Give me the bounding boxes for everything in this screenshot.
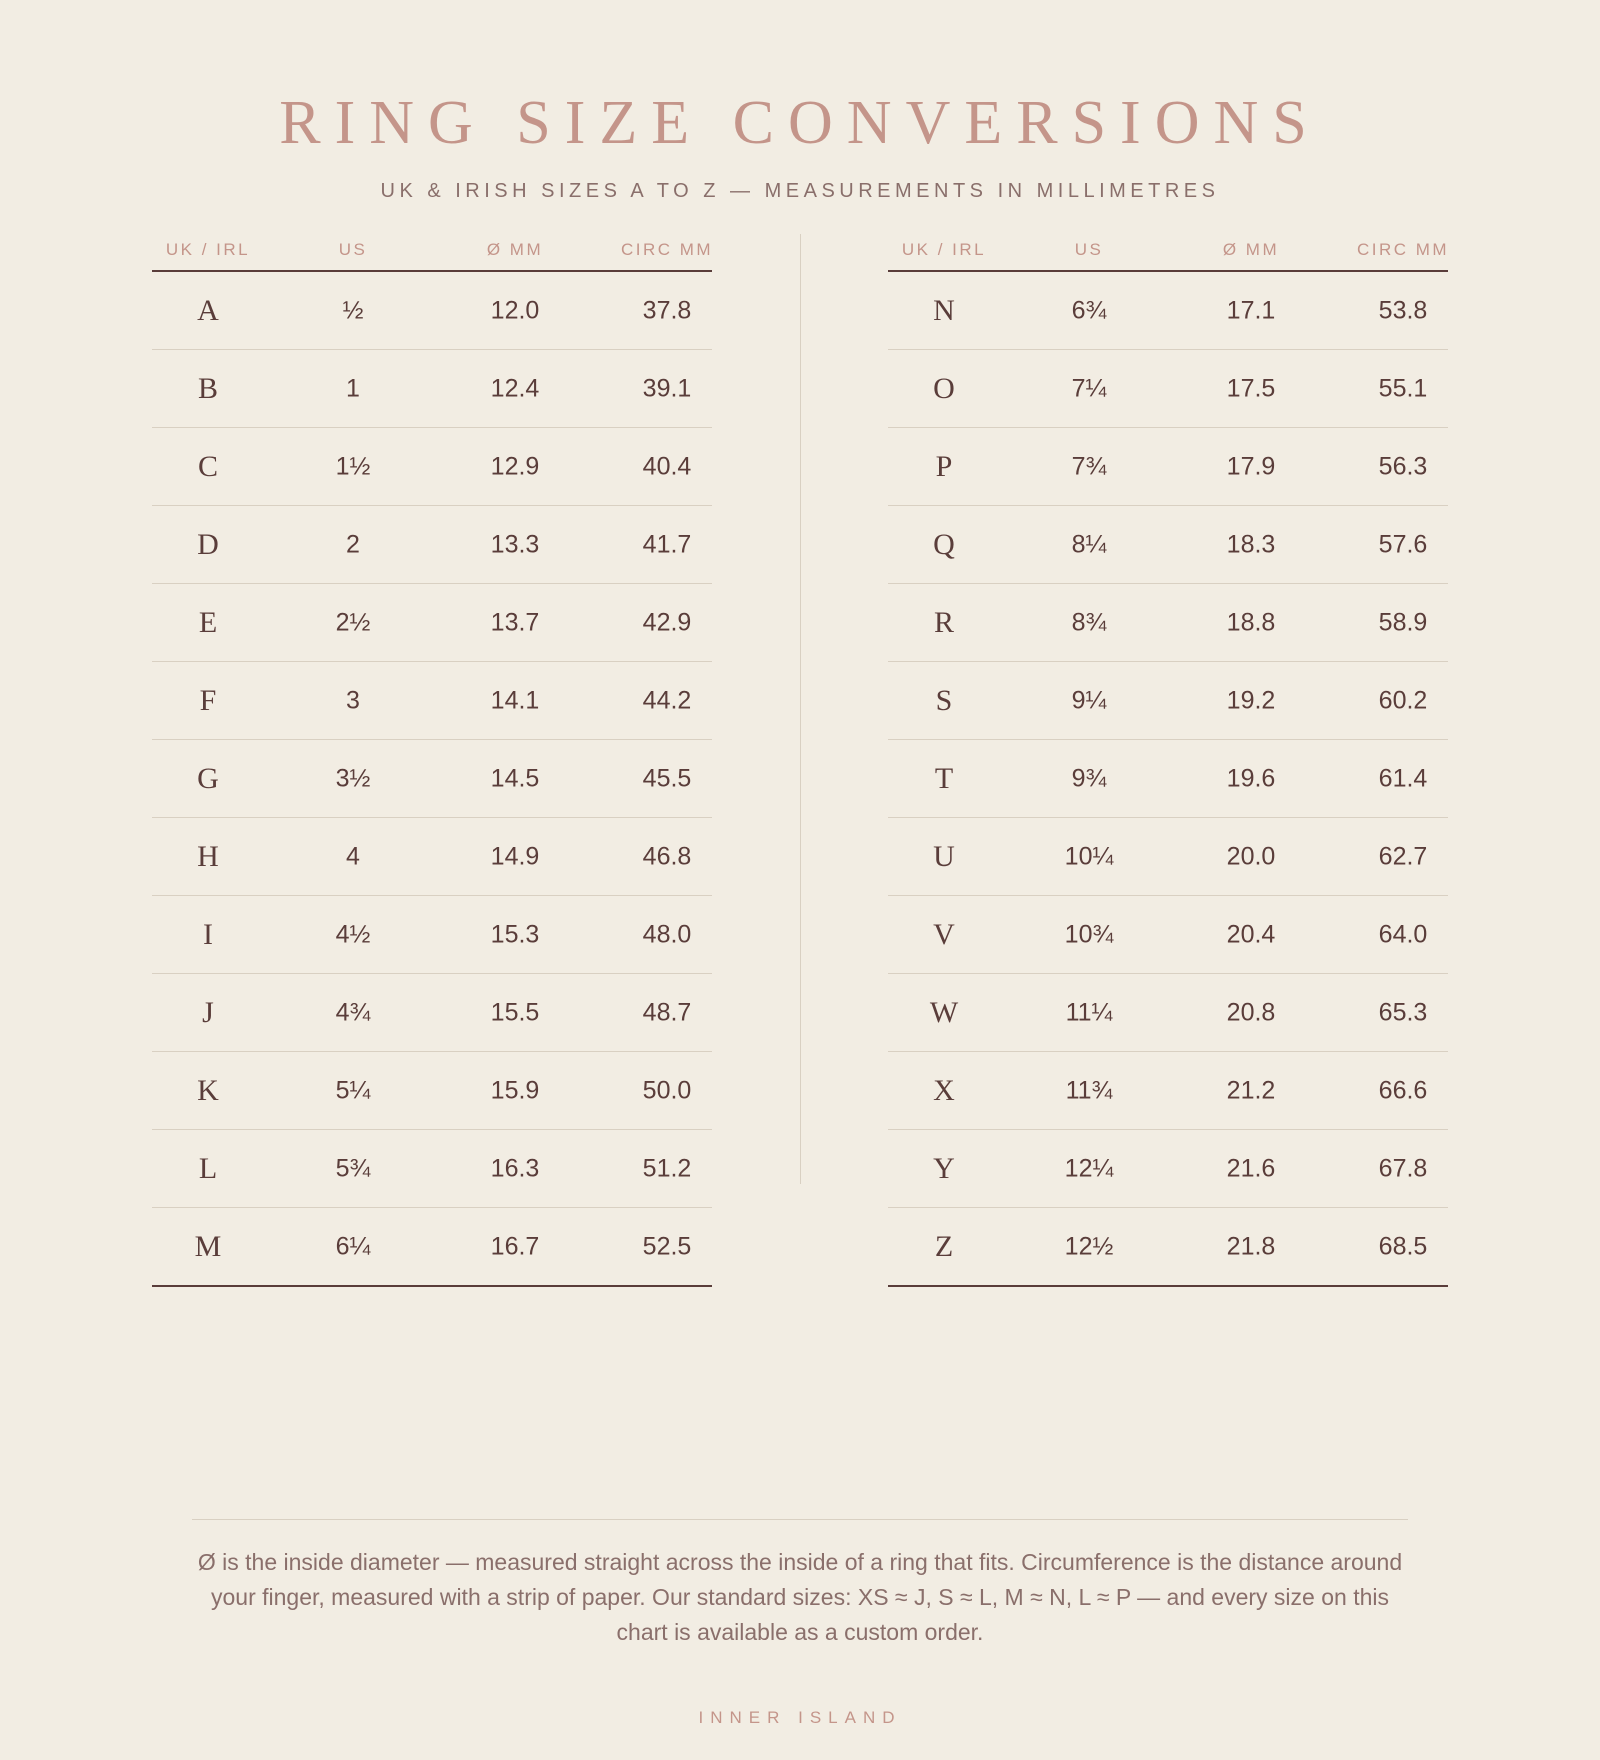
- circumference-cell: 39.1: [642, 374, 692, 402]
- diameter-cell: 13.7: [490, 608, 540, 636]
- circumference-cell: 64.0: [1378, 920, 1428, 948]
- diameter-cell: 17.1: [1226, 296, 1276, 324]
- diameter-cell: 14.5: [490, 764, 540, 792]
- table-header: [152, 240, 712, 272]
- table-row: [888, 1052, 1448, 1130]
- circumference-cell: 67.8: [1378, 1154, 1428, 1182]
- diameter-cell: 18.8: [1226, 608, 1276, 636]
- uk-size-cell: S: [935, 683, 953, 717]
- circumference-cell: 62.7: [1378, 842, 1428, 870]
- uk-size-cell: X: [933, 1073, 955, 1107]
- diameter-cell: 12.9: [490, 452, 540, 480]
- us-size-cell: 7¾: [1071, 452, 1107, 480]
- uk-size-cell: N: [933, 293, 955, 327]
- header-us: US: [338, 240, 368, 259]
- uk-size-cell: G: [197, 761, 219, 795]
- header-us: US: [1074, 240, 1104, 259]
- size-table-left: [152, 240, 712, 1287]
- header-circumference: CIRC MM: [620, 240, 714, 259]
- diameter-cell: 17.5: [1226, 374, 1276, 402]
- diameter-cell: 15.3: [490, 920, 540, 948]
- us-size-cell: 12¼: [1064, 1154, 1114, 1182]
- us-size-cell: 8¾: [1071, 608, 1107, 636]
- us-size-cell: 11¼: [1065, 998, 1113, 1026]
- diameter-cell: 12.4: [490, 374, 540, 402]
- table-row: [888, 974, 1448, 1052]
- table-row: [888, 584, 1448, 662]
- circumference-cell: 52.5: [642, 1232, 692, 1260]
- us-size-cell: 5¼: [335, 1076, 371, 1104]
- uk-size-cell: W: [929, 995, 959, 1029]
- table-row: [152, 584, 712, 662]
- uk-size-cell: L: [198, 1151, 218, 1185]
- diameter-cell: 20.4: [1226, 920, 1276, 948]
- table-row: [152, 896, 712, 974]
- diameter-cell: 21.2: [1226, 1076, 1276, 1104]
- size-table-right: [888, 240, 1448, 1287]
- us-size-cell: 2: [346, 530, 360, 558]
- uk-size-cell: K: [197, 1073, 219, 1107]
- table-row: [152, 428, 712, 506]
- circumference-cell: 46.8: [642, 842, 692, 870]
- table-row: [888, 272, 1448, 350]
- circumference-cell: 53.8: [1378, 296, 1428, 324]
- diameter-cell: 18.3: [1226, 530, 1276, 558]
- circumference-cell: 56.3: [1378, 452, 1428, 480]
- circumference-cell: 48.7: [642, 998, 692, 1026]
- table-header: [888, 240, 1448, 272]
- diameter-cell: 16.7: [490, 1232, 540, 1260]
- table-row: [152, 974, 712, 1052]
- diameter-cell: 12.0: [490, 296, 540, 324]
- us-size-cell: 4¾: [335, 998, 371, 1026]
- circumference-cell: 42.9: [642, 608, 692, 636]
- diameter-cell: 14.9: [490, 842, 540, 870]
- circumference-cell: 40.4: [642, 452, 692, 480]
- uk-size-cell: F: [199, 683, 217, 717]
- header-uk-irl: UK / IRL: [901, 240, 987, 259]
- uk-size-cell: I: [203, 917, 213, 951]
- circumference-cell: 68.5: [1378, 1232, 1428, 1260]
- uk-size-cell: P: [935, 449, 953, 483]
- uk-size-cell: J: [202, 995, 214, 1029]
- circumference-cell: 57.6: [1378, 530, 1428, 558]
- page-title: RING SIZE CONVERSIONS: [279, 89, 1321, 157]
- table-row: [888, 1130, 1448, 1208]
- table-row: [888, 818, 1448, 896]
- header-circumference: CIRC MM: [1356, 240, 1450, 259]
- uk-size-cell: M: [194, 1229, 222, 1263]
- diameter-cell: 17.9: [1226, 452, 1276, 480]
- diameter-cell: 21.8: [1226, 1232, 1276, 1260]
- table-row: [888, 740, 1448, 818]
- diameter-cell: 14.1: [490, 686, 540, 714]
- table-row: [152, 818, 712, 896]
- us-size-cell: 6¾: [1071, 296, 1107, 324]
- uk-size-cell: T: [934, 761, 954, 795]
- table-row: [152, 506, 712, 584]
- table-row: [888, 350, 1448, 428]
- header-diameter: Ø MM: [486, 240, 544, 259]
- table-row: [888, 896, 1448, 974]
- header-uk-irl: UK / IRL: [165, 240, 251, 259]
- us-size-cell: 1: [346, 374, 360, 402]
- diameter-cell: 19.2: [1226, 686, 1276, 714]
- table-row: [152, 1052, 712, 1130]
- column-divider: [800, 234, 801, 1184]
- diameter-cell: 19.6: [1226, 764, 1276, 792]
- us-size-cell: 10¾: [1064, 920, 1114, 948]
- us-size-cell: 1½: [335, 452, 371, 480]
- uk-size-cell: V: [933, 917, 955, 951]
- us-size-cell: 2½: [335, 608, 371, 636]
- circumference-cell: 44.2: [642, 686, 692, 714]
- us-size-cell: 9¾: [1071, 764, 1107, 792]
- table-row: [152, 350, 712, 428]
- circumference-cell: 45.5: [642, 764, 692, 792]
- uk-size-cell: U: [933, 839, 955, 873]
- header-diameter: Ø MM: [1222, 240, 1280, 259]
- page-subtitle: UK & IRISH SIZES A TO Z — MEASUREMENTS IN MILLIMETRES: [380, 180, 1220, 202]
- table-row: [888, 1208, 1448, 1287]
- diameter-cell: 16.3: [490, 1154, 540, 1182]
- us-size-cell: 3: [346, 686, 360, 714]
- circumference-cell: 60.2: [1378, 686, 1428, 714]
- diameter-cell: 20.8: [1226, 998, 1276, 1026]
- uk-size-cell: D: [197, 527, 219, 561]
- table-row: [888, 428, 1448, 506]
- circumference-cell: 65.3: [1378, 998, 1428, 1026]
- uk-size-cell: B: [197, 371, 219, 405]
- us-size-cell: 8¼: [1071, 530, 1107, 558]
- circumference-cell: 66.6: [1378, 1076, 1428, 1104]
- uk-size-cell: Z: [934, 1229, 954, 1263]
- circumference-cell: 48.0: [642, 920, 692, 948]
- table-row: [888, 506, 1448, 584]
- circumference-cell: 37.8: [642, 296, 692, 324]
- us-size-cell: 6¼: [335, 1232, 371, 1260]
- circumference-cell: 58.9: [1378, 608, 1428, 636]
- us-size-cell: 3½: [335, 764, 371, 792]
- us-size-cell: 4½: [335, 920, 371, 948]
- brand-name: INNER ISLAND: [698, 1708, 902, 1727]
- diameter-cell: 15.5: [490, 998, 540, 1026]
- us-size-cell: ½: [342, 296, 364, 324]
- footer-divider: [192, 1519, 1408, 1520]
- uk-size-cell: Q: [933, 527, 955, 561]
- circumference-cell: 41.7: [642, 530, 692, 558]
- diameter-cell: 15.9: [490, 1076, 540, 1104]
- diameter-cell: 13.3: [490, 530, 540, 558]
- circumference-cell: 61.4: [1378, 764, 1428, 792]
- circumference-cell: 55.1: [1378, 374, 1428, 402]
- measurement-note: Ø is the inside diameter — measured straight across the inside of a ring that fits. Circumference is the distance around your finger, measured with a strip of paper. Our standard sizes: XS ≈ J, S ≈ L, M ≈ N, L ≈ P — and every size on this chart is available as a custom order.: [197, 1549, 1403, 1645]
- us-size-cell: 11¾: [1065, 1076, 1113, 1104]
- table-row: [152, 740, 712, 818]
- us-size-cell: 7¼: [1071, 374, 1107, 402]
- uk-size-cell: R: [933, 605, 955, 639]
- circumference-cell: 50.0: [642, 1076, 692, 1104]
- diameter-cell: 20.0: [1226, 842, 1276, 870]
- uk-size-cell: E: [198, 605, 218, 639]
- us-size-cell: 9¼: [1071, 686, 1107, 714]
- us-size-cell: 4: [346, 842, 360, 870]
- table-row: [152, 662, 712, 740]
- us-size-cell: 5¾: [335, 1154, 371, 1182]
- uk-size-cell: Y: [933, 1151, 955, 1185]
- table-row: [152, 1208, 712, 1287]
- uk-size-cell: A: [197, 293, 219, 327]
- table-row: [888, 662, 1448, 740]
- table-row: [152, 1130, 712, 1208]
- uk-size-cell: H: [197, 839, 219, 873]
- uk-size-cell: O: [933, 371, 955, 405]
- uk-size-cell: C: [197, 449, 219, 483]
- circumference-cell: 51.2: [642, 1154, 692, 1182]
- table-row: [152, 272, 712, 350]
- diameter-cell: 21.6: [1226, 1154, 1276, 1182]
- us-size-cell: 12½: [1064, 1232, 1114, 1260]
- us-size-cell: 10¼: [1064, 842, 1114, 870]
